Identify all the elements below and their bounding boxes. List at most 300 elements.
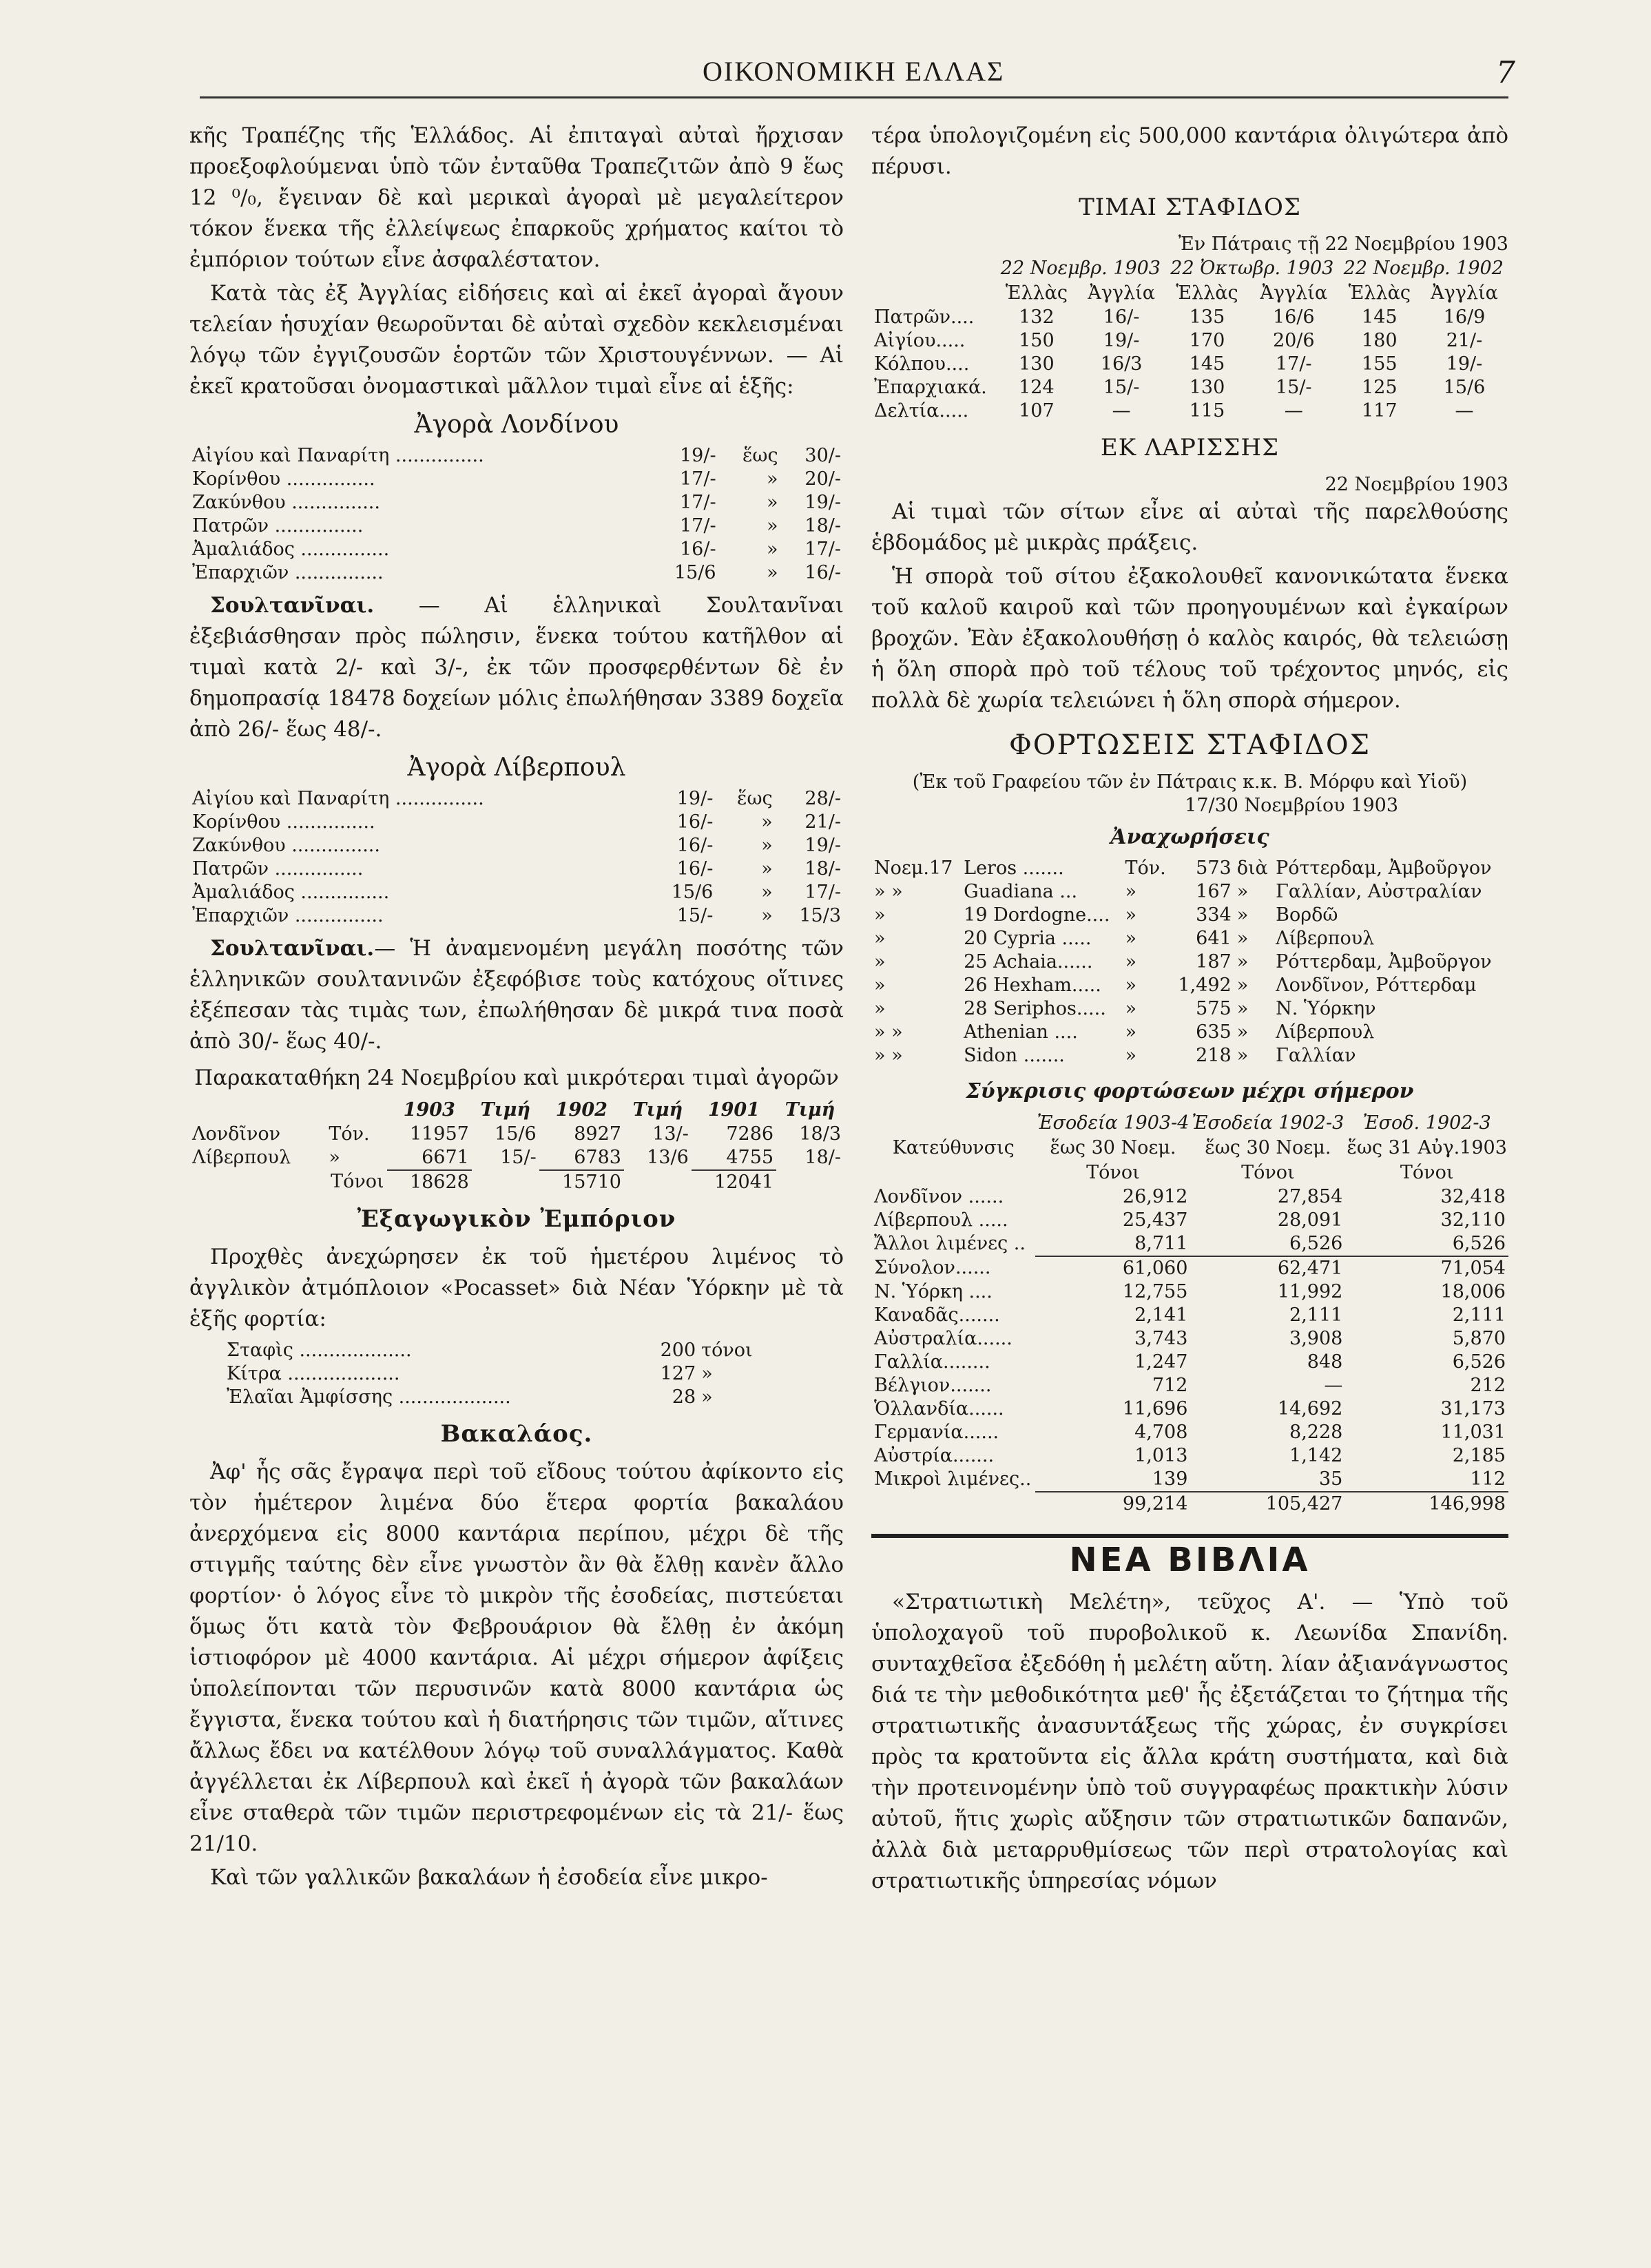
table-cell: 1,247 [1134,1351,1188,1373]
table-row [871,1304,1508,1327]
departure-via: » [1236,951,1249,972]
departure-date: » [874,951,886,972]
table-cell: 28,091 [1277,1209,1343,1231]
table-cell: 112 [1470,1468,1506,1490]
table-cell [871,1492,1035,1516]
date-header: 22 Νοεμβρ. 1903 [1000,258,1161,279]
table-cell: 12,755 [1122,1281,1188,1302]
page-header [207,55,1515,103]
table-row [189,811,844,834]
subtotal-row [871,1256,1508,1280]
column-header: Ἀγγλία [1088,282,1155,304]
departure-vessel: 26 Hexham..... [964,975,1101,996]
table-row [189,444,844,468]
departure-row [871,927,1508,950]
departure-vessel: Sidon ....... [964,1045,1065,1066]
table-cell: 145 [1362,306,1398,328]
table-cell: 130 [1019,353,1055,375]
table-row [871,1374,1508,1397]
table-cell: 15/- [1275,377,1312,398]
market-name: Κορίνθου ............... [192,811,375,833]
table-cell: 19/- [1103,330,1140,351]
departure-unit: » [1125,1045,1136,1066]
header-rule [200,96,1508,98]
right-column [871,121,1508,1900]
market-name: Κορίνθου ............... [192,468,375,490]
departure-destination: Γαλλίαν [1276,1045,1356,1066]
departure-unit: » [1125,951,1136,972]
table-cell: 99,214 [1035,1492,1190,1516]
table-row [871,306,1508,329]
table-cell: 2,141 [1134,1304,1188,1326]
table-cell: 32,418 [1440,1186,1506,1207]
departure-date: » [874,975,886,996]
shipments-date: 17/30 Νοεμβρίου 1903 [1185,795,1398,816]
table-cell: 117 [1362,400,1398,422]
table-cell: 21/- [1446,330,1483,351]
market-name: Ζακύνθου ............... [192,835,380,856]
paragraph: κῆς Τραπέζης τῆς Ἑλλάδος. Αἱ ἐπιταγαὶ αὐταὶ ἤρχισαν προεξοφλούμεναι ὑπὸ τῶν ἐνταῦθα Τραπεζιτῶν ἀπὸ 9 ἕως 12 ⁰/₀, ἔγειναν δὲ καὶ μερικαὶ ἀγοραὶ μὲ μεγαλείτερον τόκον ἕνεκα τῆς ἐλλείψεως ἐπαρκοῦς χρήματος καίτοι τὸ ἐμπόριον τούτων εἶνε ἀσφαλέστατον. [189,123,844,272]
table-cell: 35 [1318,1468,1343,1490]
departure-via: » [1236,928,1249,949]
sultanina-lead: Σουλτανῖναι. [210,593,375,618]
table-cell: 18/- [804,1147,841,1168]
table-cell: 4,708 [1134,1422,1188,1443]
column-header [189,1098,326,1123]
column-header: Ἐσοδεία 1902-3 [1192,1112,1344,1134]
departure-via: » [1236,1021,1249,1043]
deposit-table [189,1098,844,1194]
table-cell: 15/6 [1443,377,1486,398]
table-cell: 105,427 [1190,1492,1345,1516]
table-row [189,857,844,881]
price-separator: » [761,835,773,856]
departure-date: » » [874,1045,903,1066]
price-from: 17/- [680,468,716,490]
table-cell: 6671 [422,1147,469,1168]
table-cell: 170 [1189,330,1225,351]
price-separator: ἕως [742,445,778,466]
market-name: Πατρῶν ............... [192,515,364,537]
total-row [189,1170,844,1194]
table-cell: 32,110 [1440,1209,1506,1231]
table-cell: 2,111 [1289,1304,1343,1326]
departure-destination: Λονδῖνον, Ρόττερδαμ [1276,975,1477,996]
column-header: 1903 [403,1099,455,1121]
table-cell: — [1455,400,1474,422]
table-cell: 1,142 [1289,1445,1343,1466]
departure-destination: Λίβερπουλ [1276,928,1375,949]
departure-tons: 167 [1196,881,1232,902]
table-cell: 107 [1019,400,1055,422]
departure-vessel: 20 Cypria ..... [964,928,1092,949]
table-cell: 16/6 [1272,306,1315,328]
paragraph: τέρα ὑπολογιζομένη εἰς 500,000 καντάρια ὀλιγώτερα ἀπὸ πέρυσι. [871,123,1508,179]
table-cell: Λίβερπουλ [192,1147,291,1168]
paragraph: Κατὰ τὰς ἐξ Ἀγγλίας εἰδήσεις καὶ αἱ ἐκεῖ ἀγοραὶ ἄγουν τελείαν ἡσυχίαν θεωροῦνται δὲ αὐταὶ σχεδὸν κεκλεισμέναι λόγῳ τῶν ἐγγιζουσῶν ἑορτῶν τῶν Χριστουγέννων. — Αἱ ἐκεῖ κρατοῦσαι ὀνομαστικαὶ μᾶλλον τιμαὶ εἶνε αἱ ἑξῆς: [189,281,844,399]
price-to: 28/- [804,788,841,809]
table-cell: 125 [1362,377,1398,398]
table-row [189,561,844,585]
departure-row [871,950,1508,974]
departure-via: » [1236,881,1249,902]
cargo-quantity: 127 [660,1363,696,1384]
table-cell: 27,854 [1277,1186,1343,1207]
table-cell: 25,437 [1122,1209,1188,1231]
column-header: Τιμή [785,1099,835,1121]
raisin-shipments-heading: ΦΟΡΤΩΣΕΙΣ ΣΤΑΦΙΔΟΣ [1008,729,1371,761]
table-cell: 15/6 [495,1123,537,1145]
table-row [871,329,1508,353]
shipments-comparison-heading: Σύγκρισις φορτώσεων μέχρι σήμερον [966,1079,1414,1103]
departure-unit: » [1125,928,1136,949]
price-from: 15/- [676,905,714,926]
table-cell: 18,006 [1440,1281,1506,1302]
cargo-quantity: 200 [660,1340,696,1361]
table-cell: 19/- [1446,353,1483,375]
column-header: Κατεύθυνσις [892,1137,1015,1158]
table-cell: 17/- [1275,353,1312,375]
table-cell: 6783 [574,1147,621,1168]
column-header [871,281,996,306]
departures-table [871,857,1508,1068]
table-cell: Ἐπαρχιακά. [874,377,987,398]
table-cell: Αὐστρία....... [874,1445,995,1466]
table-cell: 16/- [1103,306,1140,328]
price-to: 30/- [804,445,841,466]
price-separator: » [761,882,773,903]
larissa-date: 22 Νοεμβρίου 1903 [1325,474,1508,495]
departure-via: » [1236,975,1249,996]
table-cell: 712 [1152,1375,1188,1396]
departure-tons: 218 [1196,1045,1232,1066]
table-cell: Σύνολον...... [874,1257,991,1278]
price-to: 20/- [804,468,841,490]
table-row [871,1185,1508,1209]
departure-row [871,974,1508,997]
departure-tons: 641 [1196,928,1232,949]
table-cell: 62,471 [1190,1256,1345,1280]
left-column [189,121,844,1896]
table-cell: — [1284,400,1303,422]
table-cell: 15/- [500,1147,537,1168]
price-to: 21/- [804,811,841,833]
table-cell: Καναδᾶς....... [874,1304,1000,1326]
table-cell: 180 [1362,330,1398,351]
price-separator: » [761,858,773,880]
table-cell: Δελτία..... [874,400,969,422]
departure-destination: Βορδῶ [1276,904,1338,926]
total-1903: 18628 [387,1170,472,1194]
price-from: 17/- [680,515,716,537]
table-cell: Ν. Ὑόρκη .... [874,1281,993,1302]
table-cell: 26,912 [1122,1186,1188,1207]
table-row [189,787,844,811]
market-name: Αἰγίου καὶ Παναρίτη ............... [192,445,484,466]
price-to: 18/- [804,515,841,537]
departure-date: » » [874,881,903,902]
table-cell: Γερμανία...... [874,1422,999,1443]
table-cell: 2,185 [1452,1445,1506,1466]
date-header: 22 Ὀκτωβρ. 1903 [1170,258,1334,279]
departure-vessel: Athenian .... [964,1021,1078,1043]
table-cell: 4755 [726,1147,774,1168]
departure-destination: Ν. Ὑόρκην [1276,998,1376,1019]
table-cell: 132 [1019,306,1055,328]
table-cell: 146,998 [1345,1492,1508,1516]
sultanina-lead: Σουλτανῖναι. [210,936,375,961]
price-separator: » [761,811,773,833]
column-header: Ἀγγλία [1431,282,1498,304]
table-cell: — [1112,400,1131,422]
departure-vessel: Leros ....... [964,857,1064,879]
price-to: 19/- [804,492,841,513]
paragraph: Αἱ τιμαὶ τῶν σίτων εἶνε αἱ αὐταὶ τῆς παρελθούσης ἑβδομάδος μὲ μικρὰς πράξεις. [871,499,1508,555]
cargo-table [224,1339,780,1409]
raisin-prices-date: Ἐν Πάτραις τῇ 22 Νοεμβρίου 1903 [1178,233,1508,255]
departure-via: » [1236,998,1249,1019]
column-header: 1901 [707,1099,760,1121]
cargo-unit: τόνοι [701,1340,753,1361]
table-cell: Τόν. [329,1123,370,1145]
departure-date: Νοεμ.17 [874,857,953,879]
liverpool-prices-table [189,787,844,928]
market-name: Ἀμαλιάδος ............... [192,882,390,903]
price-from: 16/- [676,835,714,856]
price-separator: » [761,905,773,926]
date-header: 22 Νοεμβρ. 1902 [1343,258,1504,279]
table-cell: 3,743 [1134,1328,1188,1349]
column-header: Τόνοι [1241,1162,1295,1183]
table-row [871,1327,1508,1351]
table-cell: Λονδῖνον ...... [874,1186,1004,1207]
codfish-heading: Βακαλάος. [440,1420,593,1448]
price-separator: » [767,468,778,490]
price-from: 15/6 [674,562,716,583]
price-separator: » [767,539,778,560]
column-header: Τόνοι [1086,1162,1140,1183]
cargo-unit: » [701,1386,713,1408]
paragraph [189,933,844,1057]
price-from: 16/- [676,858,714,880]
market-name: Ἀμαλιάδος ............... [192,539,390,560]
raisin-prices-table [871,256,1508,423]
table-cell: 71,054 [1345,1256,1508,1280]
table-row [871,1397,1508,1421]
table-cell: 1,013 [1134,1445,1188,1466]
export-trade-heading: Ἐξαγωγικὸν Ἐμπόριον [357,1205,676,1233]
departure-vessel: Guadiana ... [964,881,1078,902]
table-row [189,1123,844,1146]
price-from: 16/- [676,811,714,833]
price-separator: ἕως [737,788,773,809]
departure-unit: » [1125,881,1136,902]
table-row [189,881,844,904]
market-name: Ἐπαρχιῶν ............... [192,905,384,926]
table-cell: 8,711 [1134,1233,1188,1254]
departure-date: » » [874,1021,903,1043]
column-header: ἕως 30 Νοεμ. [1050,1137,1176,1158]
table-cell: 155 [1362,353,1398,375]
table-row [189,1146,844,1170]
table-cell: 848 [1307,1351,1343,1373]
departure-row [871,1021,1508,1044]
spacer [871,256,996,281]
table-cell: 11,696 [1122,1398,1188,1419]
table-cell: » [329,1147,340,1168]
table-cell: 135 [1189,306,1225,328]
table-cell: Αὐστραλία...... [874,1328,1013,1349]
total-1902: 15710 [539,1170,624,1194]
total-label: Τόνοι [331,1171,384,1192]
journal-title: ΟΙΚΟΝΟΜΙΚΗ ΕΛΛΑΣ [703,56,1005,87]
departure-row [871,880,1508,904]
table-cell: Βέλγιον....... [874,1375,992,1396]
column-header: Τιμή [632,1099,683,1121]
departure-row [871,857,1508,880]
total-row [871,1492,1508,1516]
departure-date: » [874,998,886,1019]
table-cell: Λονδῖνον [192,1123,281,1145]
paragraph [189,590,844,745]
table-row [871,1421,1508,1444]
cargo-item: Ἐλαῖαι Ἀμφίσσης ................... [227,1386,511,1408]
london-prices-table [189,444,844,585]
departure-tons: 187 [1196,951,1232,972]
departure-tons: 575 [1196,998,1232,1019]
table-row [189,468,844,491]
table-cell: 16/9 [1443,306,1486,328]
departure-via: διὰ [1236,857,1268,879]
table-cell: 6,526 [1452,1351,1506,1373]
table-cell: Γαλλία........ [874,1351,990,1373]
column-header: 1902 [555,1099,608,1121]
table-cell: 13/6 [647,1147,689,1168]
table-row [224,1339,780,1362]
shipments-comparison-table [871,1111,1508,1516]
spacer [776,1170,844,1194]
table-cell: 8,228 [1289,1422,1343,1443]
column-header [871,1111,1035,1136]
spacer [472,1170,539,1194]
departure-vessel: 25 Achaia...... [964,951,1093,972]
table-cell: 5,870 [1452,1328,1506,1349]
column-header [326,1098,386,1123]
table-cell: 7286 [726,1123,774,1145]
london-market-heading: Ἀγορὰ Λονδίνου [414,410,619,439]
raisin-prices-heading: ΤΙΜΑΙ ΣΤΑΦΙΔΟΣ [1079,194,1301,221]
price-from: 17/- [680,492,716,513]
table-cell: 139 [1152,1468,1188,1490]
departures-heading: Ἀναχωρήσεις [1110,825,1269,849]
table-row [871,399,1508,423]
table-row [189,514,844,538]
price-from: 19/- [676,788,714,809]
departure-unit: Τόν. [1125,857,1166,879]
paragraph-text: — Ἡ ἀναμενομένη μεγάλη ποσότης τῶν ἑλληνικῶν σουλτανινῶν ἐξεφόβισε τοὺς κατόχους οἵτινες ἐξέπεσαν τὰς τιμὰς των, ἐπωλήθησαν δὲ μικρά τινα ποσὰ ἀπὸ 30/- ἕως 40/-. [189,936,844,1054]
price-to: 17/- [804,882,841,903]
paragraph: Ἀφ' ἧς σᾶς ἔγραψα περὶ τοῦ εἴδους τούτου ἀφίκοντο εἰς τὸν ἡμέτερον λιμένα δύο ἕτερα φορτία βακαλάου ἀνερχόμενα εἰς 8000 καντάρια περίπου, μέχρι δὲ τῆς στιγμῆς ταύτης δὲν εἶνε γνωστὸν ἂν θὰ ἔλθῃ κανὲν ἄλλο φορτίον· ὁ λόγος εἶνε τὸ μικρὸν τῆς ἐσοδείας, πιστεύεται ὅμως ὅτι κατὰ τὸν Φεβρουάριον θὰ ἔλθῃ ἐν ἀκόμη ἱστιοφόρον μὲ 4000 καντάρια. Αἱ μέχρι σήμερον ἀφίξεις ὑπολείπονται τῶν περυσινῶν κατὰ 8000 καντάρια ὡς ἔγγιστα, ἕνεκα τούτου καὶ ἡ διατήρησις τῶν τιμῶν, αἵτινες ἄλλως ἔδει να κατέλθουν λόγῳ τοῦ συναλλάγματος. Καθὰ ἀγγέλλεται ἐκ Λίβερπουλ καὶ ἐκεῖ ἡ ἀγορὰ τῶν βακαλάων εἶνε σταθερὰ τῶν τιμῶν περιστρεφομένων εἰς τὰ 21/- ἕως 21/10. [189,1459,844,1856]
paragraph-text: — Αἱ ἑλληνικαὶ Σουλτανῖναι ἐξεβιάσθησαν πρὸς πώλησιν, ἕνεκα τούτου κατῆλθον αἱ τιμαὶ κατὰ 2/- καὶ 3/-, ἐκ τῶν προσφερθέντων δὲ ἐν δημοπρασίᾳ 18478 δοχείων μόλις ἐπωλήθησαν 3389 δοχεῖα ἀπὸ 26/- ἕως 48/-. [189,593,844,742]
price-from: 19/- [680,445,716,466]
table-row [871,1232,1508,1256]
price-separator: » [767,562,778,583]
table-cell: 212 [1470,1375,1506,1396]
column-header: Ἐσοδεία 1903-4 [1037,1112,1190,1134]
table-cell: 16/3 [1100,353,1143,375]
departure-unit: » [1125,975,1136,996]
departure-row [871,904,1508,927]
price-to: 16/- [804,562,841,583]
deposit-heading: Παρακαταθήκη 24 Νοεμβρίου καὶ μικρότεραι τιμαὶ ἀγορῶν [194,1065,839,1090]
spacer [624,1170,692,1194]
table-row [189,904,844,928]
departure-date: » [874,928,886,949]
price-to: 15/3 [799,905,841,926]
cargo-item: Σταφὶς ................... [227,1340,412,1361]
paragraph: Προχθὲς ἀνεχώρησεν ἐκ τοῦ ἡμετέρου λιμένος τὸ ἀγγλικὸν ἀτμόπλοιον «Pocasset» διὰ Νέαν Ὑόρκην μὲ τὰ ἑξῆς φορτία: [189,1245,844,1331]
departure-destination: Ρόττερδαμ, Ἀμβοῦργον [1276,951,1492,972]
table-row [189,538,844,561]
column-header: ἕως 31 Αὐγ.1903 [1347,1137,1507,1158]
table-row [871,1351,1508,1374]
departure-row [871,997,1508,1021]
table-cell: 11957 [409,1123,469,1145]
departure-unit: » [1125,1021,1136,1043]
market-name: Ἐπαρχιῶν ............... [192,562,384,583]
table-cell: 13/- [652,1123,689,1145]
departure-destination: Λίβερπουλ [1276,1021,1375,1043]
column-header: Ἐσοδ. 1902-3 [1362,1112,1491,1134]
table-cell: Πατρῶν.... [874,306,975,328]
departure-via: » [1236,904,1249,926]
liverpool-market-heading: Ἀγορὰ Λίβερπουλ [407,753,626,782]
new-books-heading: ΝΕΑ ΒΙΒΛΙΑ [1069,1541,1311,1579]
table-cell: 124 [1019,377,1055,398]
table-row [871,1444,1508,1468]
table-cell: Λίβερπουλ ..... [874,1209,1008,1231]
column-header: Ἑλλὰς [1005,282,1068,304]
table-cell: Κόλπου.... [874,353,970,375]
shipments-source: (Ἐκ τοῦ Γραφείου τῶν ἐν Πάτραις κ.κ. Β. Μόρφυ καὶ Υἱοῦ) [912,771,1468,793]
table-cell: 150 [1019,330,1055,351]
paragraph: Ἡ σπορὰ τοῦ σίτου ἐξακολουθεῖ κανονικώτατα ἕνεκα τοῦ καλοῦ καιροῦ καὶ τῶν προηγουμένων καὶ ἐγκαίρων βροχῶν. Ἐὰν ἐξακολουθήσῃ ὁ καλὸς καιρός, θὰ τελειώσῃ ἡ ὅλη σπορὰ πρὸ τοῦ τέλους τοῦ τρέχοντος μηνός, εἰς πολλὰ δὲ χωρία τελειώνει ἡ ὅλη σπορὰ σήμερον. [871,564,1508,713]
table-row [224,1386,780,1409]
table-row [871,1209,1508,1232]
table-row [189,491,844,514]
table-cell: 20/6 [1272,330,1315,351]
column-header: Ἀγγλία [1260,282,1328,304]
larissa-heading: ΕΚ ΛΑΡΙΣΣΗΣ [1100,434,1280,461]
table-row [871,1280,1508,1304]
departure-tons: 1,492 [1178,975,1232,996]
table-cell: — [1324,1375,1343,1396]
paragraph: Καὶ τῶν γαλλικῶν βακαλάων ἡ ἐσοδεία εἶνε μικρο- [210,1865,768,1890]
market-name: Ζακύνθου ............... [192,492,380,513]
departure-tons: 573 [1196,857,1232,879]
price-separator: » [767,492,778,513]
column-header [871,1161,1035,1185]
departure-via: » [1236,1045,1249,1066]
section-rule [871,1534,1508,1538]
departure-tons: 334 [1196,904,1232,926]
table-cell: 18/3 [799,1123,841,1145]
column-header: Τόνοι [1400,1162,1454,1183]
column-header: Ἑλλὰς [1348,282,1411,304]
price-to: 19/- [804,835,841,856]
departure-unit: » [1125,904,1136,926]
table-row [189,834,844,857]
